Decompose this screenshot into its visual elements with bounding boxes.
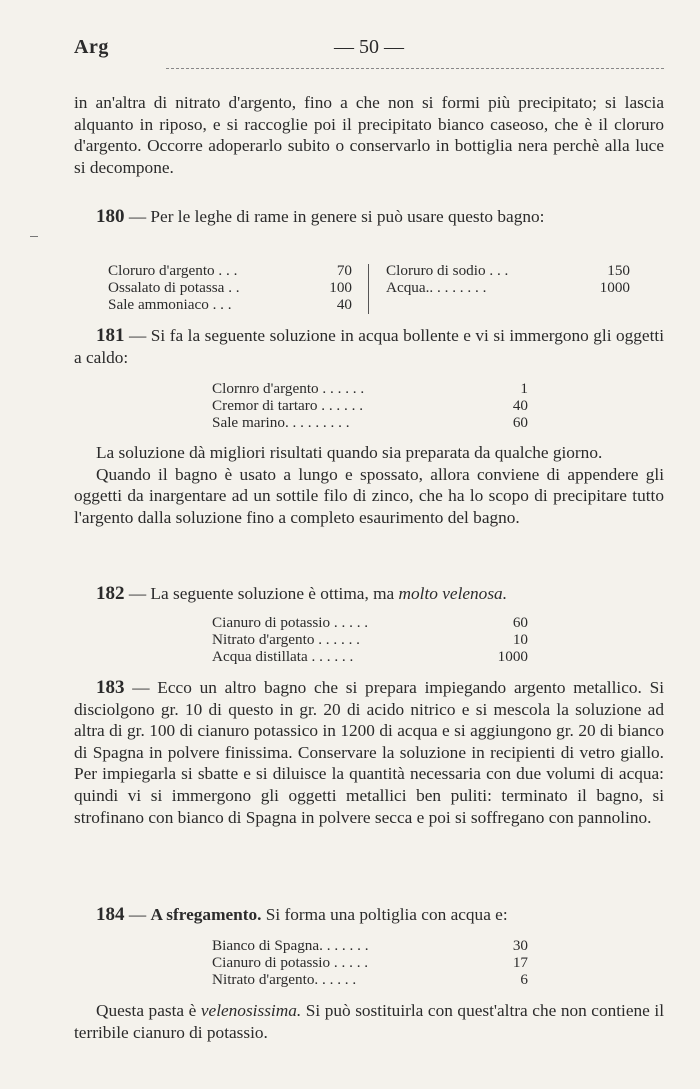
ingredient-name: Sale ammoniaco . . .	[108, 296, 232, 314]
page-header	[74, 36, 664, 66]
section-dash: —	[128, 905, 147, 924]
ingredient-name: Clornro d'argento . . . . . .	[212, 380, 365, 397]
ingredient-name: Acqua.. . . . . . . .	[386, 279, 487, 297]
ingredient-amount: 10	[512, 631, 528, 649]
ingredient-name: Cloruro d'argento . . .	[108, 262, 238, 279]
ingredient-name: Cianuro di potassio . . . . .	[212, 954, 369, 972]
recipe-180-right	[386, 262, 630, 296]
ingredient-amount: 6	[520, 971, 528, 989]
recipe-row	[108, 262, 352, 279]
section-text: Si forma una poltiglia con acqua e:	[265, 905, 508, 924]
ingredient-amount: 1000	[497, 648, 528, 666]
recipe-row	[212, 414, 528, 431]
ingredient-name: Bianco di Spagna. . . . . . .	[212, 937, 369, 954]
ingredient-amount: 100	[329, 279, 352, 297]
ingredient-name: Ossalato di potassa . .	[108, 279, 240, 297]
ingredient-name: Acqua distillata . . . . . .	[212, 648, 354, 666]
page-number: — 50 —	[334, 36, 404, 58]
ingredient-name: Sale marino. . . . . . . . .	[212, 414, 350, 432]
section-184-note	[74, 1000, 664, 1043]
warning-text: molto velenosa.	[398, 584, 508, 603]
recipe-184	[212, 937, 528, 989]
section-number: 182	[96, 583, 125, 604]
section-number: 181	[96, 325, 125, 346]
paragraph-continuation	[74, 92, 664, 178]
recipe-row	[212, 971, 528, 988]
ingredient-amount: 70	[336, 262, 352, 279]
section-181	[74, 325, 664, 368]
section-184	[74, 904, 664, 926]
section-title: A sfregamento.	[150, 905, 262, 924]
recipe-row	[212, 631, 528, 648]
section-182	[74, 583, 664, 605]
recipe-row	[386, 262, 630, 279]
recipe-row	[386, 279, 630, 296]
section-number: 184	[96, 904, 125, 925]
ingredient-name: Cremor di tartaro . . . . . .	[212, 397, 363, 415]
note-text: Questa pasta è	[96, 1001, 197, 1020]
ingredient-amount: 60	[512, 414, 528, 432]
warning-text: velenosissima.	[200, 1001, 302, 1020]
header-rule	[166, 68, 664, 69]
section-text: — Ecco un altro bagno che si prepara impiegando argento metallico. Si disciolgono gr. 10 di questo in gr. 20 di acido nitrico e si mescola la soluzione ad altra di gr. 100 di cianuro potassico in 1200 di acqua e si aggiungono gr. 20 di bianco di Spagna in polvere finissima. Conservare la soluzione in recipienti di vetro giallo. Per impiegarla si sbatte e si diluisce la quantità necessaria con due volumi di acqua: quindi vi si immergono gli oggetti metallici ben puliti: terminato il bagno, si strofinano con bianco di Spagna in polvere secca e poi si soffregano con pannolino.	[74, 678, 664, 827]
margin-mark	[30, 236, 38, 237]
recipe-row	[212, 380, 528, 397]
section-181-notes	[74, 442, 664, 528]
recipe-181	[212, 380, 528, 432]
ingredient-amount: 1	[520, 380, 528, 397]
section-number: 183	[96, 677, 125, 698]
recipe-row	[108, 279, 352, 296]
ingredient-amount: 1000	[599, 279, 630, 297]
section-180	[74, 206, 664, 228]
ingredient-amount: 40	[512, 397, 528, 415]
ingredient-amount: 150	[607, 262, 630, 279]
ingredient-name: Cianuro di potassio . . . . .	[212, 614, 369, 631]
ingredient-amount: 40	[336, 296, 352, 314]
note-paragraph: La soluzione dà migliori risultati quando sia preparata da qualche giorno.	[96, 443, 603, 462]
section-text: — Si fa la seguente soluzione in acqua bollente e vi si immergono gli oggetti a caldo:	[74, 326, 664, 367]
recipe-180-left	[108, 262, 352, 314]
column-divider	[368, 264, 369, 314]
ingredient-name: Cloruro di sodio . . .	[386, 262, 509, 279]
recipe-row	[108, 296, 352, 313]
ingredient-name: Nitrato d'argento . . . . . .	[212, 631, 360, 649]
recipe-row	[212, 954, 528, 971]
ingredient-amount: 17	[512, 954, 528, 972]
recipe-182	[212, 614, 528, 666]
section-text: — La seguente soluzione è ottima, ma	[128, 584, 395, 603]
section-183	[74, 677, 664, 828]
ingredient-amount: 30	[512, 937, 528, 954]
note-text: Si può sostituirla con quest'altra che non contiene il terribile cianuro di potassio.	[74, 1001, 664, 1042]
recipe-row	[212, 614, 528, 631]
paragraph-text: in an'altra di nitrato d'argento, fino a che non si formi più precipitato; si lascia alquanto in riposo, e si raccoglie poi il precipitato bianco caseoso, che è il cloruro d'argento. Occorre adoperarlo subito o conservarlo in bottiglia nera perchè alla luce si decompone.	[74, 93, 664, 177]
ingredient-amount: 60	[512, 614, 528, 631]
recipe-row	[212, 937, 528, 954]
section-text: — Per le leghe di rame in genere si può usare questo bagno:	[128, 207, 545, 226]
recipe-row	[212, 397, 528, 414]
recipe-row	[212, 648, 528, 665]
note-paragraph: Quando il bagno è usato a lungo e spossato, allora conviene di appendere gli oggetti da inargentare ad un sottile filo di zinco, che ha lo scopo di precipitare tutto l'argento dalla soluzione fino a completo esaurimento del bagno.	[74, 464, 664, 527]
section-number: 180	[96, 206, 125, 227]
ingredient-name: Nitrato d'argento. . . . . .	[212, 971, 357, 989]
running-head: Arg	[74, 36, 109, 58]
